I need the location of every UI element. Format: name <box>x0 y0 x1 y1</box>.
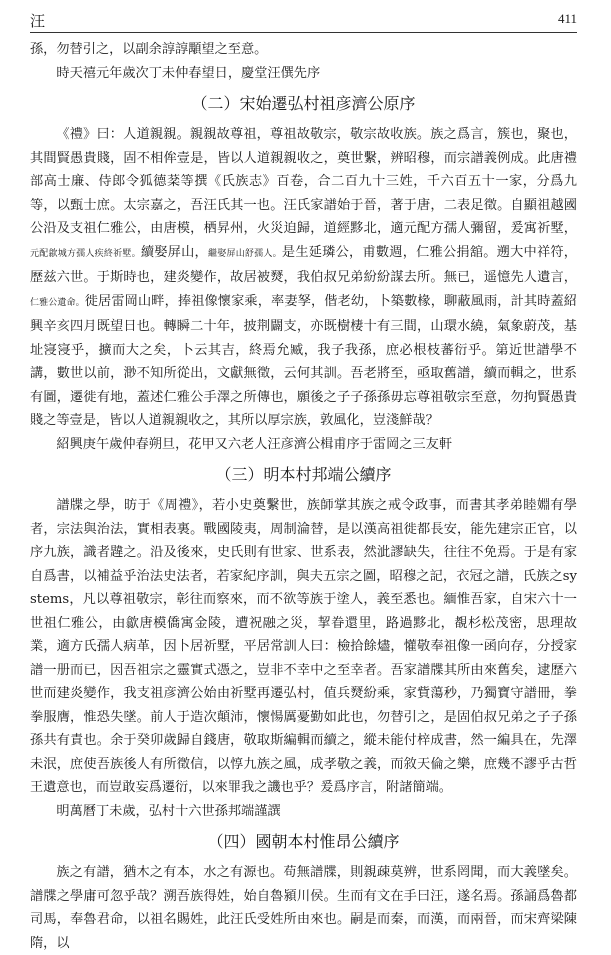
section-title-4: （四）國朝本村惟昂公續序 <box>207 832 400 851</box>
preface-date-line <box>30 62 577 86</box>
paragraph-text: 續娶屏山， <box>140 244 208 260</box>
section-title-3: （三）明本村邦端公續序 <box>215 465 392 484</box>
inline-annotation: 仁雅公遺命。 <box>30 297 85 308</box>
paragraph-text: 孫，勿替引之，以副余諄諄顒望之至意。 <box>30 42 268 57</box>
paragraph-text: 《禮》曰：人道親親。親親故尊祖，尊祖故敬宗，敬宗故收族。族之爲言，簇也，聚也，其間賢愚貴賤，固不相侔壹是，皆以人道親親收之，奠世繫，辨昭穆，而宗譜義例成。此唐禮部高士廉、侍郎令狐德棻等撰《氏族志》百卷，合二百九十三姓，千六百五十一家，分爲九等，以甄士庶。太宗嘉之，吾汪氏其一也。汪氏家譜始于晉，著于唐，二表足徵。自顯祖越國公沿及支祖仁雅公，由唐模，栖昇州，火災迫歸，道經黟北，適元配方孺人彌留，爰寓祈墅， <box>30 127 577 236</box>
paragraph-text: 譜牒之學，昉于《周禮》，若小史奠繫世，族師掌其族之戒令政事，而書其孝弟睦婣有學者，宗法與治法，實相表裏。戰國陵夷，周制淪替，是以漢高祖徙都長安，能先建宗正官，以序九族，識者韙之。沿及後來，史氏則有世家、世系表，然泚謬缺失，往往不免焉。于是有家自爲書，以補益乎治法史法者，若家紀序訓，與夫五宗之圖，昭穆之記，衣冠之譜，氏族之systems，凡以尊祖敬宗，彰往而察來，而不欲等族于塗人，義至悉也。緬惟吾家，自宋六十一世祖仁雅公，由歙唐模僑寓金陵，遭祝融之災，挈眷還里，路過黟北，覩杉松茂密，思理故業，適方氏孺人病革，因卜居祈墅，平居常訓人曰：檢拾餘燼，懽敬奉祖像一函向存，分授家譜一册而已，因吾祖宗之靈實式憑之，豈非不幸中之至幸者。吾家譜牒其所由來舊矣，逮歷六世而建炎變作，我支祖彦濟公始由祈墅再遷弘村，值兵燹紛乘，家貲蕩秒，乃獨寶守譜冊，拳拳服膺，惟恐失墜。前人于造次顛沛，懷愓厲憂勤如此也，勿替引之，是固伯叔兄弟之子子孫孫共有責也。余于癸卯歲歸自錢唐，敬取斯編輯而續之，縱未能付梓成書，然一編具在，先澤未泯，庶使吾族後人有所徵信，以惇九族之風，成孝敬之義，而敘天倫之樂，庶幾不謬乎古哲王遺意也，而豈敢妄爲遷衍，以來罪我之譏也乎？爰爲序言，附諸簡端。 <box>30 498 577 795</box>
page-header <box>30 10 577 33</box>
paragraph-text: 是生延璘公，甫數週，仁雅公捐舘。遡大中祥符，歷兹六世。于斯時也，建炎變作，故居被燹，我伯叔兄弟紛紛謀去所。無已，遥憶先人遺言， <box>30 244 577 285</box>
inline-annotation: 元配歙城方孺人疾終祈墅。 <box>30 248 141 259</box>
body-paragraph <box>30 861 577 955</box>
paragraph-text: 族之有譜，猶木之有本，水之有源也。苟無譜牒，則親疎莫辨，世系罔聞，而大義墜矣。譜牒之學庸可忽乎哉？溯吾族得姓，始自魯潁川侯。生而有文在手曰汪，遂名焉。孫誦爲魯都司馬，奉魯君命，以祖名賜姓，此汪氏受姓所由來也。嗣是而秦，而漢，而兩晉，而宋齊梁陳隋，以 <box>30 865 577 951</box>
running-head-section: 汪 <box>30 12 46 30</box>
paragraph-text: 徙居雷岡山畔，捧祖像懷家乘，率妻孥，偕老幼，卜築數椽，聊蔽風雨，計其時蓋紹興辛亥四月既望日也。轉瞬二十年，披荆闢支，亦既樹棲十有三間，山環水繞，氣象蔚茂，基址寖寖乎，擴而大之矣，卜云其吉，終焉允臧，我子我孫，庶必根枝蕃衍乎。第近世譜學不講，數世以前，渺不知所從出，文獻無徵，云何其訓。吾老將至，亟取舊譜，續而輯之，世系有圖，遷徙有地，蓋述仁雅公手澤之所傳也，願後之子子孫孫毋忘尊祖敬宗至意，勿拘賢愚貴賤之等壹是，皆以人道親親收之，其所以厚宗族，敦風化，豈淺鮮哉？ <box>30 293 577 428</box>
body-paragraph <box>30 494 577 800</box>
page-number: 411 <box>557 11 577 26</box>
body-paragraph <box>30 123 577 433</box>
page-body <box>30 38 577 955</box>
paragraph-text: 紹興庚午歲仲春朔旦，花甲又六老人汪彦濟公楫甫序于雷岡之三友軒 <box>56 436 453 452</box>
continued-paragraph <box>30 38 577 62</box>
preface-date-line <box>30 800 577 824</box>
section-title-2: （二）宋始遷弘村祖彦濟公原序 <box>191 94 416 113</box>
preface-date-line <box>30 433 577 457</box>
paragraph-text: 時天禧元年歲次丁未仲春望日，慶堂汪僎先序 <box>56 65 321 81</box>
paragraph-text: 明萬曆丁未歲，弘村十六世孫邦端謹譔 <box>56 803 281 819</box>
inline-annotation: 繼娶屏山舒孺人。 <box>207 248 282 259</box>
